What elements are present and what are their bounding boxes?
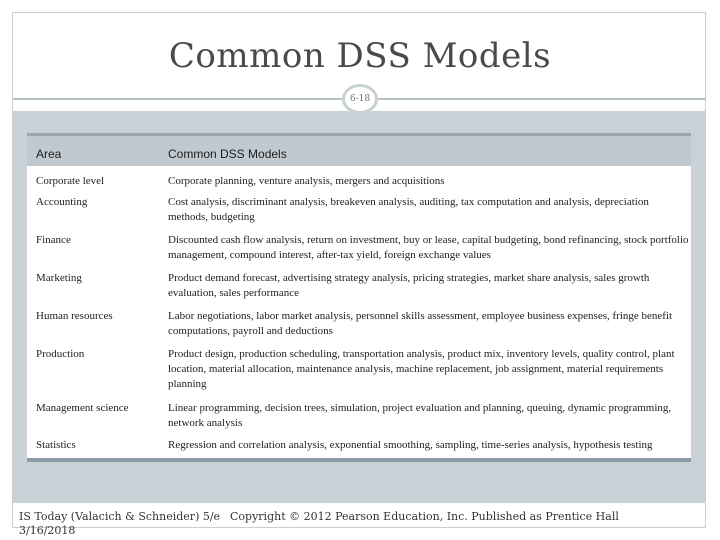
- row-area: Corporate level: [36, 175, 105, 187]
- row-models: Discounted cash flow analysis, return on investment, buy or lease, capital budgeting, bond refinancing, stock portfolio management, compound interest, after-tax yield, foreign exchange values: [168, 234, 689, 261]
- row-models: Product demand forecast, advertising strategy analysis, pricing strategies, market share analysis, sales growth evaluation, sales performance: [168, 272, 650, 299]
- row-area: Production: [36, 348, 85, 360]
- dss-models-table: [27, 133, 691, 462]
- table-header: [27, 136, 691, 166]
- slide-title: Common DSS Models: [168, 36, 552, 76]
- row-models: Cost analysis, discriminant analysis, breakeven analysis, auditing, tax computation and analysis, depreciation methods, budgeting: [168, 196, 649, 223]
- row-area: Statistics: [36, 439, 76, 451]
- row-models: Linear programming, decision trees, simulation, project evaluation and planning, queuing, dynamic programming, network analysis: [168, 402, 672, 429]
- row-area: Human resources: [36, 310, 113, 322]
- slide-number-badge: 6-18: [342, 84, 378, 114]
- row-area: Accounting: [36, 196, 88, 208]
- row-models: Regression and correlation analysis, exponential smoothing, sampling, time-series analysis, hypothesis testing: [168, 439, 653, 451]
- row-area: Finance: [36, 234, 71, 246]
- header-area: Area: [36, 147, 62, 161]
- row-area: Marketing: [36, 272, 82, 284]
- footer-date: 3/16/2018: [19, 524, 76, 537]
- row-models: Corporate planning, venture analysis, mergers and acquisitions: [168, 175, 445, 187]
- footer-copyright: Copyright © 2012 Pearson Education, Inc. Published as Prentice Hall: [230, 510, 619, 523]
- footer-source: [19, 510, 220, 538]
- row-models: Labor negotiations, labor market analysis, personnel skills assessment, employee business expenses, fringe benefit computations, payroll and deductions: [168, 310, 673, 337]
- header-models: Common DSS Models: [168, 147, 287, 161]
- row-models: Product design, production scheduling, transportation analysis, product mix, inventory levels, quality control, plant location, material allocation, maintenance analysis, machine replacement, job assignment, material requirements planning: [168, 348, 675, 390]
- row-area: Management science: [36, 402, 129, 414]
- footer-source-text: IS Today (Valacich & Schneider) 5/e: [19, 510, 221, 523]
